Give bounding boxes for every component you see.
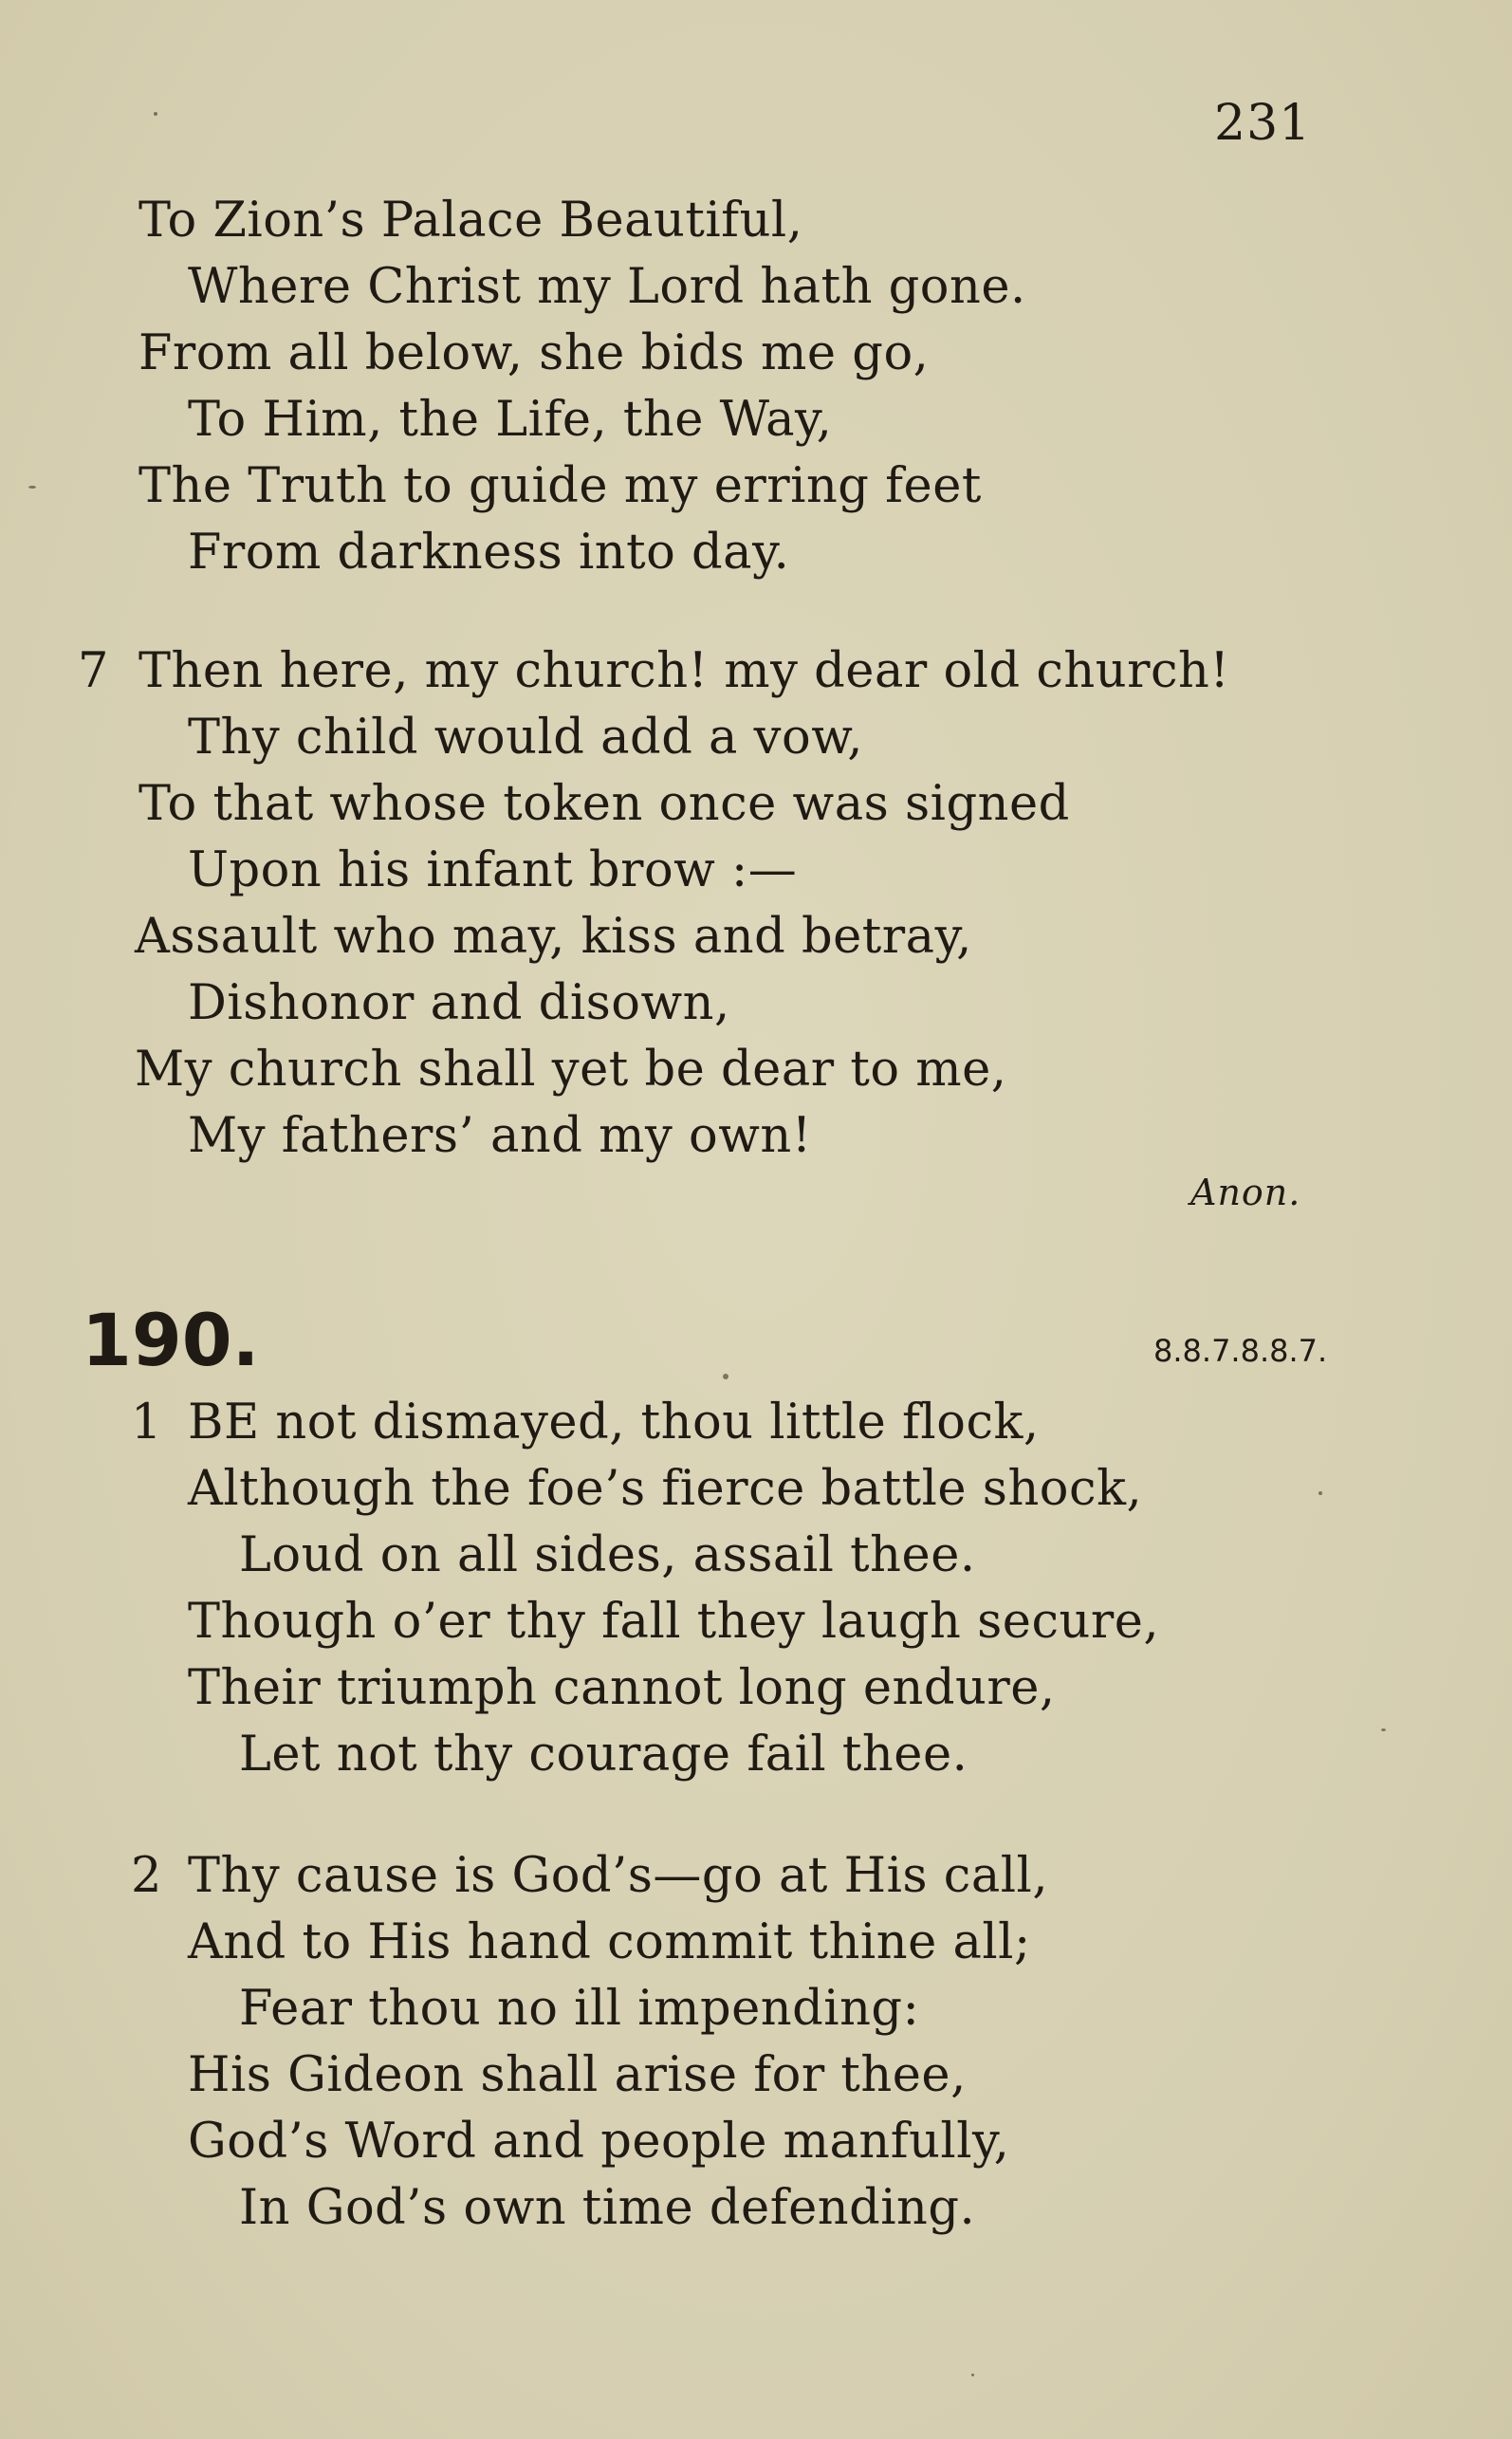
verse-line: And to His hand commit thine all;	[188, 1914, 1031, 1970]
print-speck	[154, 112, 157, 116]
stanza-line: From darkness into day.	[188, 525, 790, 581]
verse-line: BE not dismayed, thou little flock,	[188, 1395, 1040, 1450]
stanza-line: My church shall yet be dear to me,	[135, 1042, 1007, 1098]
stanza-line: My fathers’ and my own!	[188, 1108, 812, 1164]
verse-line: Though o’er thy fall they laugh secure,	[188, 1594, 1160, 1650]
hymn-number: 190.	[82, 1298, 260, 1382]
stanza-line: To that whose token once was signed	[138, 776, 1070, 832]
print-speck	[1318, 1491, 1322, 1495]
verse-line: Although the foe’s fierce battle shock,	[188, 1461, 1143, 1517]
stanza-line: To Zion’s Palace Beautiful,	[138, 193, 803, 249]
verse-number: 2	[131, 1848, 162, 1904]
stanza-line: Upon his infant brow :—	[188, 842, 798, 898]
page-number: 231	[1214, 95, 1312, 152]
verse-line: In God’s own time defending.	[239, 2180, 976, 2236]
verse-line: Their triumph cannot long endure,	[188, 1660, 1056, 1716]
verse-line: God’s Word and people manfully,	[188, 2114, 1010, 2170]
print-speck	[28, 486, 36, 489]
verse-line: Fear thou no ill impending:	[239, 1981, 920, 2037]
stanza-line: Dishonor and disown,	[188, 975, 730, 1031]
verse-number: 7	[78, 643, 109, 699]
stanza-line: Thy child would add a vow,	[188, 710, 864, 766]
stanza-line: Then here, my church! my dear old church!	[138, 643, 1230, 699]
stanza-line: From all below, she bids me go,	[138, 325, 930, 381]
print-speck	[1381, 1728, 1386, 1731]
verse-line: Thy cause is God’s—go at His call,	[188, 1848, 1049, 1904]
stanza-line: The Truth to guide my erring feet	[138, 458, 982, 514]
stanza-line: Where Christ my Lord hath gone.	[188, 259, 1026, 315]
verse-number: 1	[131, 1395, 162, 1450]
hymn-meter: 8.8.7.8.8.7.	[1153, 1333, 1328, 1369]
stanza-line: To Him, the Life, the Way,	[188, 392, 833, 448]
verse-line: His Gideon shall arise for thee,	[188, 2047, 967, 2103]
author-attribution: Anon.	[1190, 1172, 1301, 1213]
print-speck	[971, 2374, 974, 2376]
verse-line: Loud on all sides, assail thee.	[239, 1527, 976, 1583]
verse-line: Let not thy courage fail thee.	[239, 1727, 968, 1783]
print-speck	[723, 1374, 728, 1379]
stanza-line: Assault who may, kiss and betray,	[135, 909, 972, 965]
